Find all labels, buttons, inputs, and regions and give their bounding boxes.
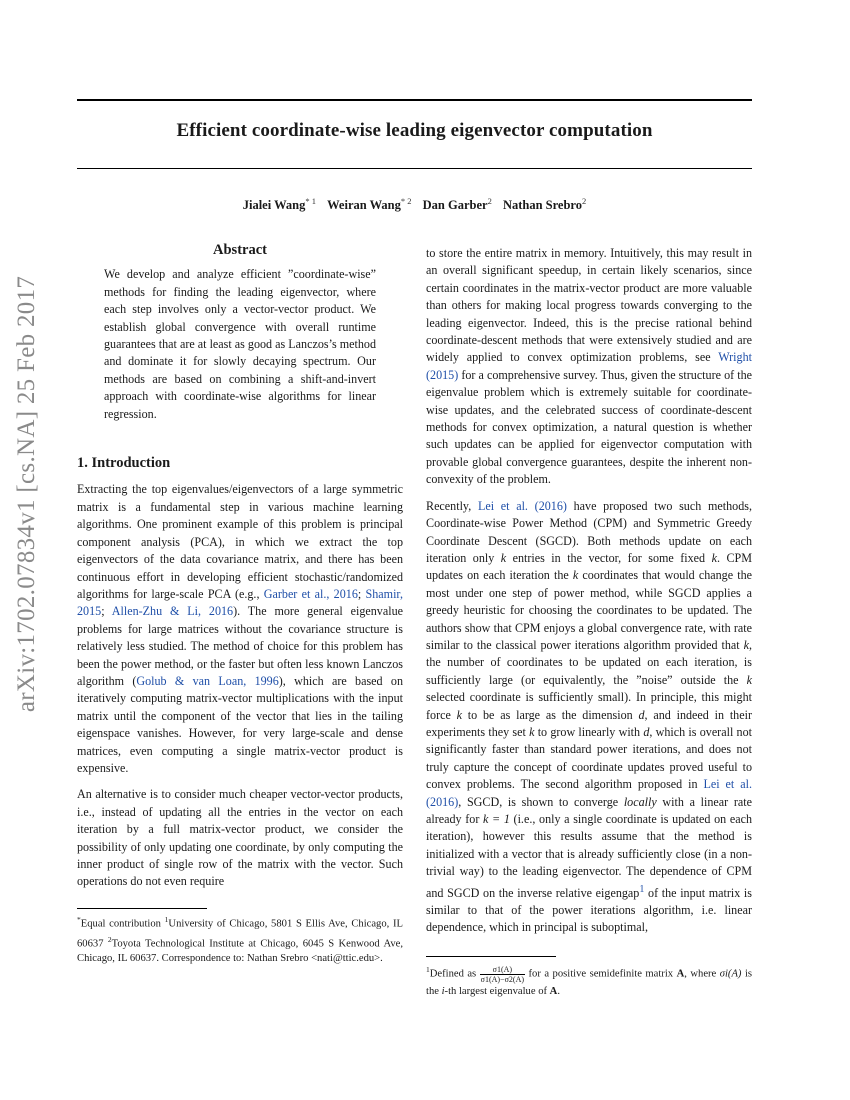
- footnote-mark-link[interactable]: 1: [639, 883, 645, 895]
- citation-link[interactable]: Lei et al. (2016): [477, 498, 567, 513]
- left-column: [77, 242, 403, 900]
- footnote-eigengap: $^1$Defined as $\frac{\sigma 1(A)}{\sigma 1(A)-\sigma 2(A)}$ for a positive semidefinite matrix A, where σi(A) is the i-th largest eigenvalue of A.: [426, 964, 753, 997]
- author: Weiran Wang$^{* 2}$: [327, 196, 412, 213]
- title-bottom-rule: [77, 168, 752, 169]
- paper-title: Efficient coordinate-wise leading eigenvector computation: [176, 120, 653, 141]
- footnote-affiliations: *Equal contribution $^1$University of Chicago, 5801 S Ellis Ave, Chicago, IL 60637 $^2$Toyota Technological Institute at Chicago, 6045 S Kenwood Ave, Chicago, IL 60637. Correspondence to: Nathan Srebro <nati@ttic.edu>.: [77, 915, 403, 965]
- abstract-heading: Abstract: [213, 242, 267, 258]
- intro-paragraph-3: Recently, Lei et al. (2016) have proposed two such methods, Coordinate-wise Power Method (CPM) and Symmetric Greedy Coordinate Descent (SGCD). Both methods update on each iteration only k entries in the vector, for some fixed k. CPM updates on each iteration the k coordinates that would change the most under one step of power method, while SGCD applies a greedy heuristic for choosing the coordinates to be updated. The authors show that CPM enjoys a global convergence rate, with rate similar to the classical power iterations algorithm provided that k, the number of coordinates to be updated on each iteration, is sufficiently large (or equivalently, the ”noise” outside the k selected coordinate is sufficiently small). In principle, this might force k to be as large as the dimension d, and indeed in their experiments they set k to grow linearly with d, which is overall not significantly faster than standard power iterations, and does not truly capture the concept of coordinate updates proved useful to convex problems. The second algorithm proposed in Lei et al. (2016), SGCD, is shown to converge locally with a linear rate already for k = 1 (i.e., only a single coordinate is updated on each iteration), however this results assume that the method is initialized with a vector that is already sufficiently close (in a non-trivial way) to the leading eigenvector. The dependence of CPM and SGCD on the inverse relative eigengap$^1$ of the input matrix is similar to that of the power iterations algorithm, i.e. linear dependence, which in principal is suboptimal,: [426, 498, 752, 935]
- eigengap-fraction: $\frac{\sigma 1(A)}{\sigma 1(A)-\sigma 2(A)}$: [480, 964, 525, 984]
- author-list: [77, 196, 752, 213]
- arxiv-stamp: arXiv:1702.07834v1 [cs.NA] 25 Feb 2017: [13, 275, 40, 713]
- author: Jialei Wang$^{* 1}$: [242, 196, 316, 213]
- intro-paragraph-2: An alternative is to consider much cheaper vector-vector products, i.e., instead of updating all the entries in the vector on each iteration by a full matrix-vector product, we consider the possibility of only updating one coordinate, by only computing the inner product of single row of the matrix with the vector. Such operations do not even require: [77, 787, 403, 889]
- citation-link[interactable]: Shamir, 2015: [77, 586, 403, 619]
- citation-link[interactable]: Allen-Zhu & Li, 2016: [111, 604, 234, 619]
- footnote-rule-right: [426, 956, 556, 957]
- citation-link[interactable]: Lei et al. (2016): [426, 777, 752, 809]
- intro-paragraph-1: Extracting the top eigenvalues/eigenvectors of a large symmetric matrix is a fundamental step in various machine learning algorithms. One prominent example of this problem is principal component analysis (PCA), in which we extract the top eigenvectors of the data covariance matrix, and there has been continuous effort in developing efficient stochastic/randomized algorithms for large-scale PCA (e.g., Garber et al., 2016; Shamir, 2015; Allen-Zhu & Li, 2016). The more general eigenvalue problems for large matrices without the covariance structure is relatively less studied. The method of choice for this problem has been the power method, or the faster but often less known Lanczos algorithm (Golub & van Loan, 1996), which are based on iteratively computing matrix-vector multiplications with the input matrix until the component of the vector that lies in the tailing eigenspace vanishes. However, for very large-scale and dense matrices, even computing a single matrix-vector product is expensive.: [77, 482, 404, 775]
- citation-link[interactable]: Wright (2015): [426, 350, 752, 382]
- footnote-rule-left: [77, 908, 207, 909]
- author: Dan Garber$^2$: [422, 196, 492, 213]
- author: Nathan Srebro$^2$: [502, 196, 587, 213]
- section-heading-introduction: 1. Introduction: [77, 455, 171, 472]
- intro-paragraph-2-continued: to store the entire matrix in memory. Intuitively, this may result in an overall significant speedup, in certain likely scenarios, since certain coordinates in the matrix-vector product are more valuable than others for making local progress towards converging to the leading eigenvector. Indeed, this is the precise rational behind coordinate-descent methods that were extensively studied and are widely applied to convex optimization problems, see Wright (2015) for a comprehensive survey. Thus, given the structure of the eigenvalue problem which is extremely suitable for coordinate-wise updates, and the celebrated success of coordinate-descent methods for convex optimization, a natural question is whether such updates can be applied for eigenvector computation with provable global convergence guarantees, despite the inherent non-convexity of the problem.: [426, 246, 752, 487]
- title-top-rule: [77, 99, 752, 101]
- citation-link[interactable]: Golub & van Loan, 1996: [136, 673, 279, 688]
- right-column: [426, 245, 752, 946]
- citation-link[interactable]: Garber et al., 2016: [263, 586, 358, 601]
- abstract-text: We develop and analyze efficient ”coordinate-wise” methods for finding the leading eigenvector, where each step involves only a vector-vector product. We establish global convergence with overall runtime guarantees that are at least as good as Lanczos’s method and dominate it for slowly decaying spectrum. Our methods are based on combining a shift-and-invert approach with coordinate-wise algorithms for linear regression.: [104, 267, 376, 421]
